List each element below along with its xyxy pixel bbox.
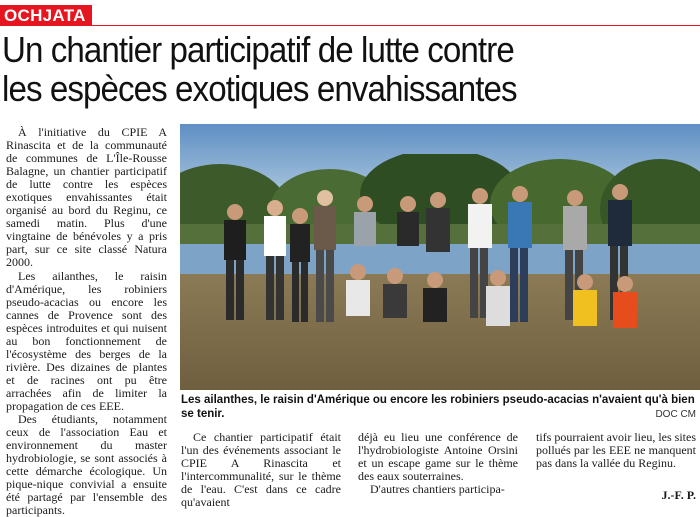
photo-credit: DOC CM (655, 409, 696, 420)
photo-volunteers-group (180, 184, 700, 390)
body-paragraph-4: Ce chantier participatif était l'un des événements associant le CPIE A Rinascita et l'intercommunalité, sur le thème de l'eau. C'est dans ce cadre qu'avaient (181, 430, 341, 510)
section-tag: OCHJATA (0, 5, 92, 26)
body-paragraph-6: D'autres chantiers participa- (370, 482, 505, 497)
body-paragraph-2: Les ailanthes, le raisin d'Amérique, les robiniers pseudo-acacias ou encore les cannes de Provence sont des espèces introduites et qui nuisent au bon fonctionnement de l'écosystème des berges de la rivière. Des dizaines de plantes et de racines ont pu être arrachées afin de limiter la propagation de ces EEE. (6, 268, 167, 413)
headline-line-1: Un chantier participatif de lutte contre (2, 29, 514, 70)
photo-caption: Les ailanthes, le raisin d'Amérique ou encore les robiniers pseudo-acacias n'avaient qu'à bien se tenir. (181, 394, 695, 420)
body-paragraph-5: déjà eu lieu une conférence de l'hydrobiologiste Antoine Orsini et un escape game sur le thème des eaux souterraines. (358, 430, 518, 484)
author-signature: J.-F. P. (661, 488, 696, 502)
body-paragraph-3: Des étudiants, notamment ceux de l'association Eau et environnement du master hydrobiologie, se sont associés à cette démarche écologique. Un pique-nique convivial a ensuite été partagé par l'ensemble des participants. (6, 412, 167, 517)
article-body-column-2 (181, 431, 341, 509)
article-body-column-4 (536, 431, 696, 470)
article-headline (2, 30, 642, 108)
article-photo (180, 124, 700, 390)
article-body-column-3 (358, 431, 518, 496)
body-paragraph-7: tifs pourraient avoir lieu, les sites pollués par les EEE ne manquent pas dans la vallée du Reginu. (536, 430, 696, 471)
body-paragraph-1: À l'initiative du CPIE A Rinascita et de la communauté de communes de L'Île-Rousse Balagne, un chantier participatif de lutte contre les espèces exotiques envahissantes était organisé au bord du Reginu, ce samedi matin. Plus d'une vingtaine de bénévoles y a pris part, sur ce site classé Natura 2000. (6, 125, 167, 270)
headline-line-2: les espèces exotiques envahissantes (2, 68, 517, 109)
section-rule (0, 25, 700, 26)
article-body-left-column (6, 126, 167, 517)
